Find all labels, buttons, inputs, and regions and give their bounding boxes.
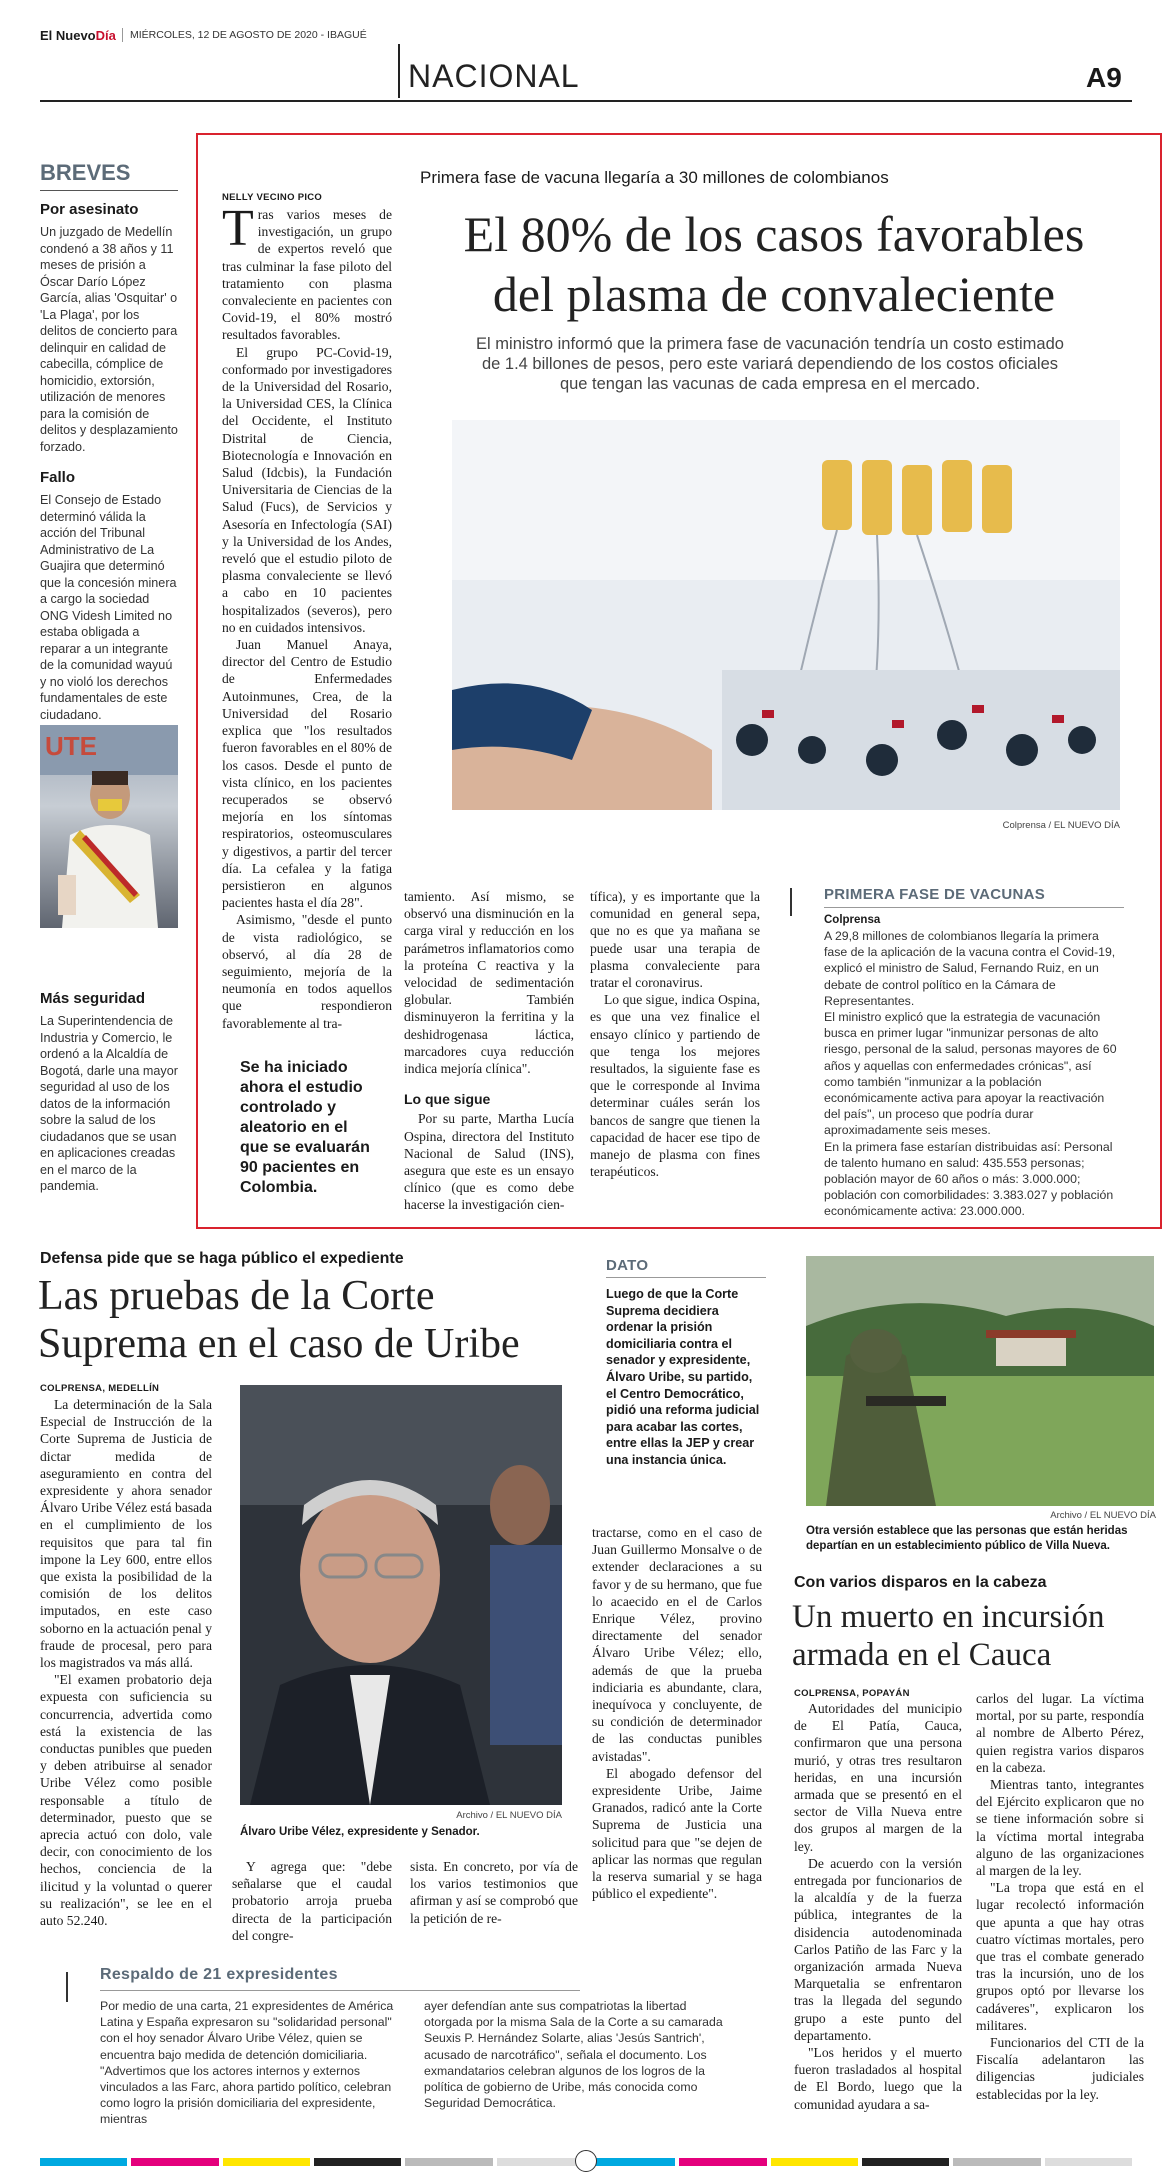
uribe-headline-line: Las pruebas de la Corte bbox=[38, 1273, 435, 1319]
cauca-kicker: Con varios disparos en la cabeza bbox=[794, 1574, 1047, 1591]
lead-headline-line: El 80% de los casos favorables bbox=[463, 206, 1085, 262]
breves-title: BREVES bbox=[40, 160, 178, 191]
vaccine-box-byline: Colprensa bbox=[824, 914, 881, 926]
uribe-kicker: Defensa pide que se haga público el expediente bbox=[40, 1250, 404, 1267]
brief-heading: Por asesinato bbox=[40, 201, 139, 218]
uribe-paragraph: El abogado defensor del expresidente Uribe, Jaime Granados, radicó ante la Corte Suprema de Justicia una solicitud para que "se dejen de aplicar las normas que regulan la reserva sumarial y se haga público el expediente". bbox=[592, 1765, 762, 1902]
uribe-paragraph: Y agrega que: "debe señalarse que el caudal probatorio arroja prueba directa de la participación del congre- bbox=[232, 1859, 392, 1943]
uribe-byline: COLPRENSA, MEDELLÍN bbox=[40, 1383, 160, 1394]
lead-subhead: Lo que sigue bbox=[404, 1091, 491, 1108]
vaccine-box bbox=[824, 886, 1124, 1220]
lead-headline bbox=[414, 204, 1134, 324]
vaccine-box-title: PRIMERA FASE DE VACUNAS bbox=[824, 886, 1124, 908]
lead-pullquote: Se ha iniciado ahora el estudio controlado y aleatorio en el que se evaluarán 90 pacientes en Colombia. bbox=[240, 1059, 370, 1196]
cauca-paragraph: Funcionarios del CTI de la Fiscalía adelantaron las diligencias judiciales establecidas por la ley. bbox=[976, 2035, 1144, 2102]
cauca-column-1 bbox=[794, 1700, 962, 2113]
lead-paragraph: Lo que sigue, indica Ospina, es que una vez finalice el ensayo clínico y partiendo de que tenga los mejores resultados, la siguiente fase es que le corresponde al Invima determinar cuáles serán los bancos de sangre que tienen la capacidad de hacer ese tipo de manejo de plasma con fines terapéuticos. bbox=[590, 992, 760, 1180]
cauca-headline bbox=[792, 1598, 1162, 1674]
vaccine-box-paragraph: A 29,8 millones de colombianos llegaría la primera fase de la aplicación de la vacuna contra el Covid-19, explicó el ministro de Salud, Fernando Ruiz, en un debate de control político en la Cámara de Representantes. bbox=[824, 929, 1116, 1008]
respaldo-box-bracket bbox=[66, 1972, 76, 2002]
uribe-paragraph: "El examen probatorio deja expuesta con suficiencia su concurrencia, advertida como está la existencia de las conductas punibles que pueden y deben atribuirse al senador Uribe Vélez como posible responsable a título de determinador, puesto que se aprecia actuó con dolo, vale decir, con conocimiento de los hechos, conciencia de la ilicitud y la voluntad o querer su realización", se lee en el auto 52.240. bbox=[40, 1672, 212, 1929]
cauca-photo-caption: Otra versión establece que las personas que están heridas departían en un establecimiento público de Villa Nueva. bbox=[806, 1525, 1128, 1552]
dato-title: DATO bbox=[606, 1257, 766, 1278]
lead-paragraph: El grupo PC-Covid-19, conformado por investigadores de la Universidad del Rosario, la Universidad CES, la Clínica del Occidente, el Instituto Distrital de Ciencia, Biotecnología e Innovación en Salud (Idcbis), la Fundación Universitaria de Ciencias de la Salud (Fucs), de Servicios y Asesoría en Infectología (SAI) y la Universidad de los Andes, reveló que el estudio piloto de plasma convaleciente se llevó a cabo en 10 pacientes hospitalizados (severos), pero no en cuidados intensivos. bbox=[222, 344, 392, 635]
cauca-paragraph: "La tropa que está en el lugar recolectó información que apunta a que hay otras cuatro víctimas mortales, pero que tras el combate generado tras la incursión, uno de los grupos optó por llevarse los cadáveres", explicaron los militares. bbox=[976, 1880, 1144, 2033]
brand-name-accent: Día bbox=[95, 28, 116, 43]
section-title: NACIONAL bbox=[408, 58, 580, 94]
uribe-column-3 bbox=[410, 1858, 578, 1927]
cauca-paragraph: Mientras tanto, integrantes del Ejército explicaron que no se tiene información sobre si la víctima mortal integraba alguno de las organizaciones al margen de la ley. bbox=[976, 1777, 1144, 1879]
cauca-photo bbox=[806, 1256, 1154, 1506]
vaccine-box-paragraph: El ministro explicó que la estrategia de vacunación busca en primer lugar "inmunizar personas de alto riesgo, personal de la salud, personas mayores de 60 años y aquellas con enfermedades crónicas", así como también "inmunizar a la población económicamente activa para apoyar la reactivación del país", un proceso que podría durar aproximadamente seis meses. bbox=[824, 1010, 1117, 1138]
respaldo-box-text: Por medio de una carta, 21 expresidentes de América Latina y España expresaron su "solidaridad personal" con el hoy senador Álvaro Uribe Vélez, quien se encuentra bajo medida de detención domiciliaria. "Advertimos que los actores internos y externos vinculados a las Farc, ahora partido político, celebran como logro la prisión domiciliaria del expresidente, mientras bbox=[100, 1999, 394, 2127]
respaldo-box-text: ayer defendían ante sus compatriotas la libertad otorgada por la misma Sala de la Corte a su camarada Seuxis P. Hernández Solarte, alias 'Jesús Santrich', acusado de narcotráfico", señala el documento. Los exmandatarios celebran algunos de los logros de la política de gobierno de Uribe, más conocida como Seguridad Democrática. bbox=[424, 1999, 723, 2111]
lead-byline: NELLY VECINO PICO bbox=[222, 192, 323, 203]
svg-text:UTE: UTE bbox=[45, 731, 97, 761]
brief-heading: Fallo bbox=[40, 469, 76, 486]
brief-text: El Consejo de Estado determinó válida la acción del Tribunal Administrativo de La Guajira que determinó que la concesión minera a cargo la sociedad ONG Videsh Limited no estaba obligada a reparar a un integrante de la comunidad wayuú y no violó los derechos fundamentales de este ciudadano. bbox=[40, 493, 177, 722]
lead-deck: El ministro informó que la primera fase de vacunación tendría un costo estimado de 1.4 billones de pesos, pero este variará dependiendo de los costos oficiales que tengan las vacunas de cada empresa en el mercado. bbox=[476, 335, 1064, 393]
lead-paragraph: tamiento. Así mismo, se observó una disminución en la carga viral y reducción en los parámetros inflamatorios como la proteína C reactiva y la velocidad de sedimentación globular. También disminuyeron la ferritina y la deshidrogenasa láctica, marcadores cuya reducción indica mejoría clínica". bbox=[404, 889, 574, 1077]
vaccine-box-paragraph: En la primera fase estarían distribuidas así: Personal de talento humano en salud: 435.553 personas; población mayor de 60 años o más: 3.000.000; población con comorbilidades: 3.383.027 y población económicamente activa: 23.000.000. bbox=[824, 1139, 1114, 1219]
lead-kicker: Primera fase de vacuna llegaría a 30 millones de colombianos bbox=[420, 168, 889, 187]
lead-paragraph: Juan Manuel Anaya, director del Centro de Estudio de Enfermedades Autoinmunes, Crea, de la Universidad del Rosario explica que "los resultados fueron favorables en el 80% de los casos. Desde el punto de vista clínico, en los pacientes recuperados se observó mejoría en los síntomas respiratorios, osteomusculares y digestivos, a partir del tercer día. La cefalea y la fatiga persistieron en algunos pacientes hasta el día 28". bbox=[222, 637, 392, 911]
crosshair-icon bbox=[575, 2150, 597, 2172]
lead-column-2 bbox=[404, 888, 574, 1214]
lead-headline-line: del plasma de convaleciente bbox=[492, 266, 1056, 322]
cauca-paragraph: Autoridades del municipio de El Patía, Cauca, confirmaron que una persona murió, y otras tres resultaron heridas, en una incursión armada que se presentó en el sector de Villa Nueva entre dos grupos al margen de la ley. bbox=[794, 1701, 962, 1854]
uribe-column-2 bbox=[232, 1858, 392, 1944]
cauca-photo-credit: Archivo / EL NUEVO DÍA bbox=[1050, 1510, 1156, 1521]
brief-text: La Superintendencia de Industria y Comercio, le ordenó a la Alcaldía de Bogotá, darle una mayor seguridad al uso de los datos de la información sobre la salud de los ciudadanos que se usan en aplicaciones creadas en el marco de la pandemia. bbox=[40, 1014, 178, 1193]
cauca-paragraph: De acuerdo con la versión entregada por funcionarios de la alcaldía y de la fuerza pública, integrantes de la disidencia autodenominada Carlos Patiño de las Farc y la organización armada Nueva Marquetalia se enfrentaron tras la llegada del segundo grupo a este punto del departamento. bbox=[794, 1855, 962, 2043]
uribe-headline bbox=[38, 1272, 598, 1368]
uribe-column-1 bbox=[40, 1396, 212, 1929]
cauca-column-2 bbox=[976, 1690, 1144, 2103]
lead-column-1 bbox=[222, 200, 392, 1032]
brand-name: El Nuevo bbox=[40, 28, 96, 43]
page-number: A9 bbox=[1086, 62, 1122, 93]
uribe-column-4 bbox=[592, 1524, 762, 1902]
breves-column bbox=[40, 160, 178, 723]
brief-text: Un juzgado de Medellín condenó a 38 años y 11 meses de prisión a Óscar Darío López García, alias 'Osquitar' o 'La Plaga', por los delitos de concierto para delinquir en calidad de cabecilla, cómplice de homicidio, extorsión, utilización de menores para la comisión de delitos y desplazamiento forzado. bbox=[40, 225, 178, 454]
lead-paragraph: Tras varios meses de investigación, un grupo de expertos reveló que tras culminar la fase piloto del tratamiento con plasma convaleciente en pacientes con Covid-19, el 80% mostró resultados favorables. bbox=[222, 200, 392, 343]
brief-heading: Más seguridad bbox=[40, 990, 146, 1007]
uribe-paragraph: sista. En concreto, por vía de los varios testimonios que afirman y así se comprobó que la petición de re- bbox=[410, 1859, 578, 1926]
lead-column-3 bbox=[590, 888, 760, 1180]
lead-photo bbox=[452, 420, 1120, 810]
uribe-photo-caption: Álvaro Uribe Vélez, expresidente y Senador. bbox=[240, 1826, 480, 1838]
masthead-brand bbox=[40, 28, 116, 43]
cauca-headline-line: Un muerto en incursión bbox=[792, 1599, 1105, 1635]
lead-photo-credit: Colprensa / EL NUEVO DÍA bbox=[1002, 820, 1120, 831]
dato-box bbox=[606, 1257, 766, 1469]
brief-photo bbox=[40, 725, 178, 928]
cauca-byline: COLPRENSA, POPAYÁN bbox=[794, 1688, 910, 1699]
uribe-paragraph: La determinación de la Sala Especial de Instrucción de la Corte Suprema de Justicia de dictar medida de aseguramiento en contra del expresidente y ahora senador Álvaro Uribe Vélez está basada en el cumplimiento de los requisitos que para tal fin impone la Ley 600, entre ellos que exista la posibilidad de la comisión de los delitos imputados, en este caso soborno en la actuación penal y fraude de procesal, pero para los magistrados va más allá. bbox=[40, 1397, 212, 1671]
respaldo-box-title: Respaldo de 21 expresidentes bbox=[100, 1966, 338, 1983]
uribe-paragraph: tractarse, como en el caso de Juan Guillermo Monsalve o de extender declaraciones a su favor y de su hermano, que fue lo acaecido en el de Carlos Enrique Vélez, provino directamente del senador Álvaro Uribe Vélez; ello, además de que la prueba indiciaria es abundante, clara, inequívoca y concluyente, de su condición de determinador de las conductas punibles avistadas". bbox=[592, 1525, 762, 1764]
cauca-headline-line: armada en el Cauca bbox=[792, 1637, 1052, 1673]
cauca-paragraph: carlos del lugar. La víctima mortal, por su parte, respondía al nombre de Alberto Pérez, quien registra varios disparos en la cabeza. bbox=[976, 1691, 1144, 1775]
lead-paragraph: Por su parte, Martha Lucía Ospina, directora del Instituto Nacional de Salud (INS), asegura que este es un ensayo clínico (que es como debe hacerse la investigación cien- bbox=[404, 1111, 574, 1213]
vaccine-box-bracket bbox=[790, 888, 798, 916]
masthead-date: MIÉRCOLES, 12 DE AGOSTO DE 2020 - IBAGUÉ bbox=[130, 29, 367, 41]
dato-text: Luego de que la Corte Suprema decidiera ordenar la prisión domiciliaria contra el senador y expresidente, Álvaro Uribe, su partido, el Centro Democrático, pidió una reforma judicial para acabar las cortes, entre ellas la JEP y crear una instancia única. bbox=[606, 1287, 760, 1467]
uribe-photo bbox=[240, 1385, 562, 1805]
lead-paragraph: tífica), y es importante que la comunidad en general sepa, que no es que ya mañana se puede usar una terapia de plasma convaleciente para tratar el coronavirus. bbox=[590, 889, 760, 991]
cauca-paragraph: "Los heridos y el muerto fueron trasladados al hospital de El Bordo, luego que la comunidad ayudara a sa- bbox=[794, 2045, 962, 2112]
lead-paragraph: Asimismo, "desde el punto de vista radiológico, se observó, al día 28 de seguimiento, mejoría de la neumonía en todos aquellos que respondieron favorablemente al tra- bbox=[222, 912, 392, 1031]
uribe-photo-credit: Archivo / EL NUEVO DÍA bbox=[456, 1810, 562, 1821]
uribe-headline-line: Suprema en el caso de Uribe bbox=[38, 1321, 520, 1367]
